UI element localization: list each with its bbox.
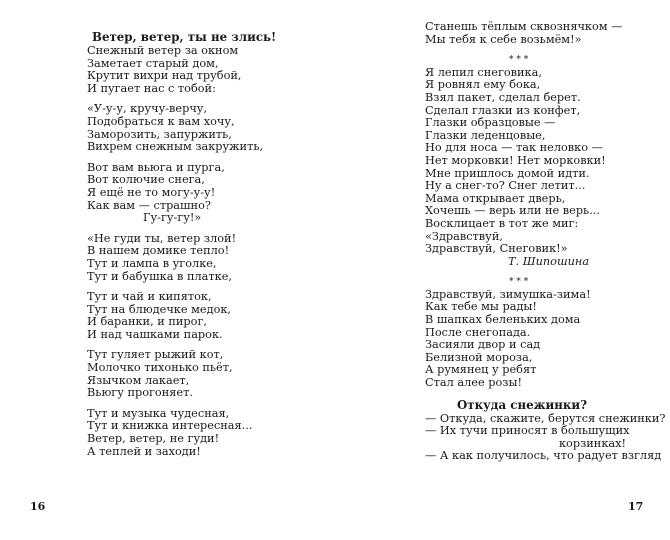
poem-line: Тут и книжка интересная...: [87, 419, 253, 433]
poem-zimushka: [425, 289, 665, 390]
poem-line: Снежный ветер за окном: [87, 44, 239, 57]
stanza: [87, 408, 276, 458]
poem-line: «Не гуди ты, ветер злой!: [87, 231, 237, 245]
stanza: [87, 103, 276, 153]
poem-line: корзинках!: [559, 436, 627, 450]
poem-author: Т. Шипошина: [508, 254, 590, 268]
poem-title: Откуда снежинки?: [457, 397, 588, 412]
poem-line: Ветер, ветер, не гуди!: [87, 432, 220, 446]
poem-line: И пугает нас с тобой:: [87, 81, 216, 95]
right-page: [335, 0, 670, 540]
poem-line: В шапках беленьких дома: [425, 313, 581, 327]
poem-snegovik: [425, 67, 665, 256]
poem-line: — Откуда, скажите, берутся снежинки?: [425, 411, 666, 425]
poem-line: Заметает старый дом,: [87, 56, 219, 70]
poem-line: «Здравствуй,: [425, 229, 503, 243]
poem-line: — А как получилось, что радует взгляд: [425, 449, 662, 463]
poem-line: Здравствуй, зимушка-зима!: [425, 287, 591, 301]
poem-line: Сделал глазки из конфет,: [425, 103, 581, 117]
poem-line: В нашем домике тепло!: [87, 244, 230, 258]
poem-line: И баранки, и пирог,: [87, 315, 207, 329]
poem-line: Нет морковки! Нет морковки!: [425, 153, 606, 167]
poem-line: Взял пакет, сделал берет.: [425, 90, 581, 104]
stanza: [87, 233, 276, 283]
right-column: [425, 21, 665, 463]
poem-line: «У-у-у, кручу-верчу,: [87, 102, 208, 116]
poem-line: Язычком лакает,: [87, 373, 190, 387]
separator: * * *: [509, 55, 529, 66]
poem-line: Засияли двор и сад: [425, 338, 541, 352]
poem-snezhinki: [425, 413, 665, 463]
poem-line: Как тебе мы рады!: [425, 300, 537, 314]
poem-line: Белизной мороза,: [425, 350, 533, 364]
poem-line: Глазки леденцовые,: [425, 128, 546, 142]
poem-line: Ну а снег-то? Снег летит...: [425, 179, 586, 193]
poem-line: Тут и бабушка в платке,: [87, 269, 232, 283]
page-number: 16: [30, 500, 46, 513]
poem-line: После снегопада.: [425, 325, 531, 339]
stanza: [87, 349, 276, 399]
separator: * * *: [509, 277, 529, 288]
poem-line: Мы тебя к себе возьмём!»: [425, 32, 582, 46]
poem-line: Молочко тихонько пьёт,: [87, 361, 233, 375]
poem-line: И над чашками парок.: [87, 327, 223, 341]
poem-line: Станешь тёплым сквознячком —: [425, 20, 623, 33]
poem-line: Крутит вихри над трубой,: [87, 69, 242, 83]
poem-line: Тут и музыка чудесная,: [87, 406, 230, 420]
poem-line: Гу-гу-гу!»: [143, 211, 202, 225]
poem-line: Я лепил снеговика,: [425, 65, 542, 79]
poem-line: Тут гуляет рыжий кот,: [87, 348, 224, 362]
poem-line: Заморозить, запуржить,: [87, 127, 232, 141]
poem-line: Здравствуй, Снеговик!»: [425, 242, 568, 256]
poem-line: Хочешь — верь или не верь...: [425, 204, 600, 218]
poem-continuation: [425, 21, 665, 46]
poem-line: Тут на блюдечке медок,: [87, 302, 232, 316]
stanza: [87, 162, 276, 225]
poem-line: Вот вам вьюга и пурга,: [87, 160, 225, 174]
poem-line: Подобраться к вам хочу,: [87, 114, 235, 128]
poem-line: Стал алее розы!: [425, 376, 522, 390]
poem-line: Восклицает в тот же миг:: [425, 216, 579, 230]
poem-line: Тут и чай и кипяток,: [87, 290, 212, 304]
poem-body: [87, 45, 276, 458]
poem-line: Вот колючие снега,: [87, 173, 205, 187]
page-number: 17: [628, 500, 644, 513]
poem-line: А теплей и заходи!: [87, 444, 201, 458]
poem-line: Я ещё не то могу-у-у!: [87, 185, 216, 199]
poem-line: Вьюгу прогоняет.: [87, 386, 193, 400]
poem-line: А румянец у ребят: [425, 363, 537, 377]
poem-line: Тут и лампа в уголке,: [87, 256, 217, 270]
poem-line: — Их тучи приносят в большущих: [425, 424, 630, 438]
poem-line: Мама открывает дверь,: [425, 191, 566, 205]
poem-line: Мне пришлось домой идти.: [425, 166, 590, 180]
stanza: [87, 45, 276, 95]
poem-line: Глазки образцовые —: [425, 116, 556, 130]
stanza: [87, 291, 276, 341]
poem-veter: [87, 30, 276, 458]
poem-line: Но для носа — так неловко —: [425, 141, 603, 155]
poem-line: Как вам — страшно?: [87, 198, 211, 212]
poem-line: Вихрем снежным закружить,: [87, 140, 264, 154]
poem-line: Я ровнял ему бока,: [425, 78, 541, 92]
poem-title: Ветер, ветер, ты не злись!: [92, 30, 277, 44]
